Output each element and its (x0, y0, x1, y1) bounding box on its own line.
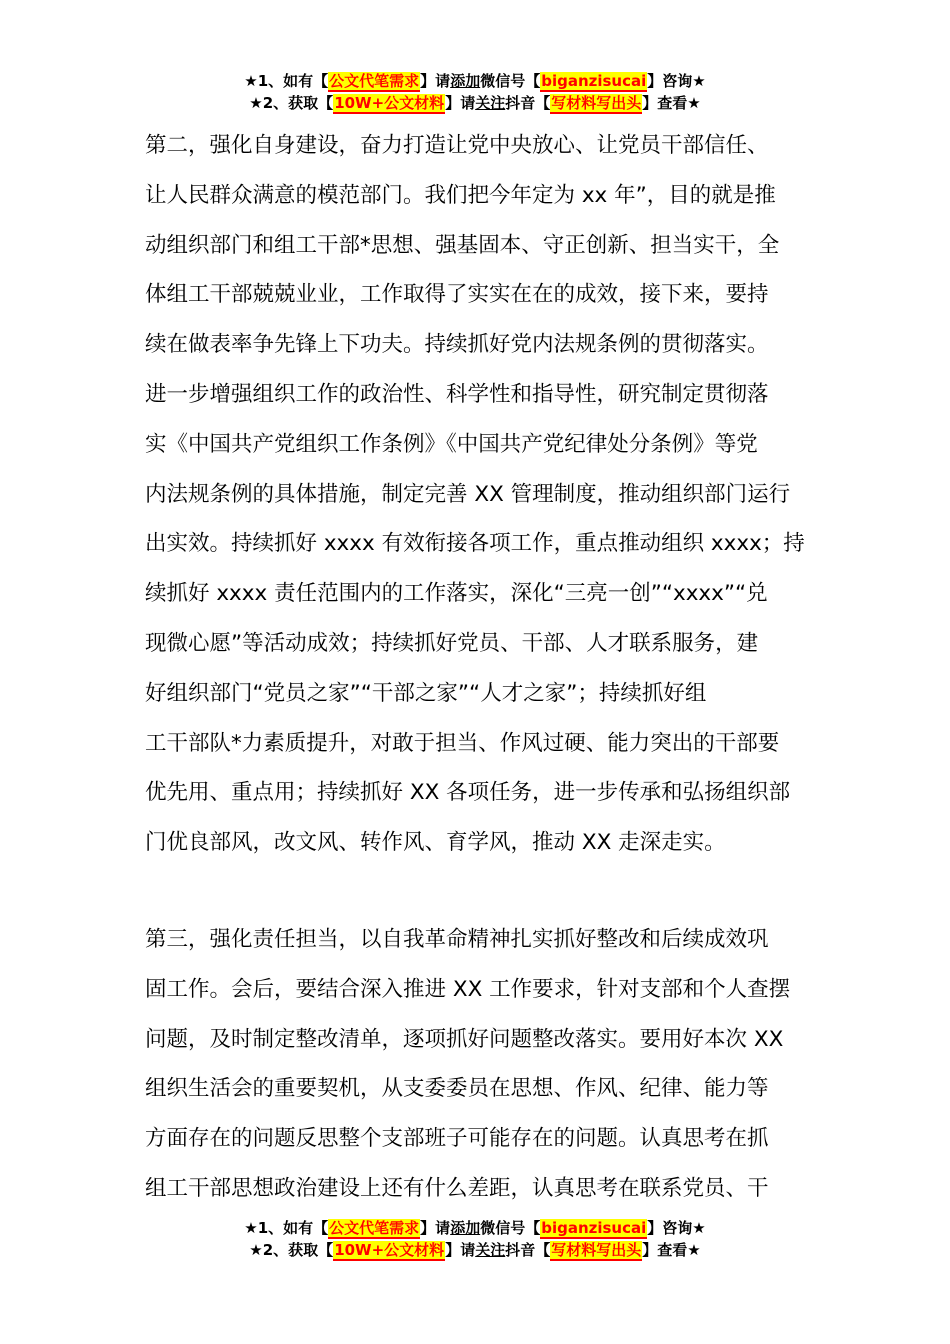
footer-line1-highlight-ghostwriting: 公文代笔需求 (329, 1219, 420, 1237)
footer-line1-highlight-wechat-id: biganzisucai (541, 1219, 647, 1237)
header-line2-mid1: 】请 (445, 94, 476, 112)
paragraph-line: 现微心愿”等活动成效；持续抓好党员、干部、人才联系服务，建 (145, 630, 759, 656)
footer-promo-banner (0, 1217, 950, 1261)
header-line2-highlight-materials: 10W+公文材料 (334, 94, 445, 112)
paragraph-line: 第二，强化自身建设，奋力打造让党中央放心、让党员干部信任、 (145, 133, 769, 158)
header-line1-mid2: 微信号【 (480, 72, 541, 90)
paragraph-line: 优先用、重点用；持续抓好 XX 各项任务，进一步传承和弘扬组织部 (145, 780, 791, 806)
footer-line1-mid1: 】请 (420, 1219, 451, 1237)
footer-line2-highlight-douyin: 写材料写出头 (551, 1241, 642, 1259)
footer-promo-line-1 (0, 1217, 950, 1239)
paragraph-line: 让人民群众满意的模范部门。我们把今年定为 xx 年”，目的就是推 (145, 182, 776, 208)
header-line2-highlight-douyin: 写材料写出头 (551, 94, 642, 112)
header-line2-mid2: 抖音【 (505, 94, 551, 112)
paragraph-line: 第三，强化责任担当，以自我革命精神扎实抓好整改和后续成效巩 (145, 927, 769, 952)
footer-line1-prefix: ★1、如有【 (244, 1219, 329, 1237)
paragraph-third (145, 915, 810, 1214)
footer-line2-prefix: ★2、获取【 (249, 1241, 334, 1259)
paragraph-line: 动组织部门和组工干部*思想、强基固本、守正创新、担当实干，全 (145, 232, 780, 258)
footer-line2-highlight-materials: 10W+公文材料 (334, 1241, 445, 1259)
header-line1-highlight-ghostwriting: 公文代笔需求 (329, 72, 420, 90)
footer-line1-underlined: 添加 (450, 1219, 481, 1237)
footer-line2-mid2: 抖音【 (505, 1241, 551, 1259)
footer-promo-line-2 (0, 1239, 950, 1261)
paragraph-line: 进一步增强组织工作的政治性、科学性和指导性，研究制定贯彻落 (145, 381, 769, 407)
paragraph-line: 组工干部思想政治建设上还有什么差距，认真思考在联系党员、干 (145, 1175, 769, 1201)
footer-line2-underlined: 关注 (475, 1241, 506, 1259)
header-line1-highlight-wechat-id: biganzisucai (541, 72, 647, 90)
footer-line1-mid2: 微信号【 (480, 1219, 541, 1237)
paragraph-line: 好组织部门“党员之家”“干部之家”“人才之家”；持续抓好组 (145, 680, 707, 706)
paragraph-line: 固工作。会后，要结合深入推进 XX 工作要求，针对支部和个人查摆 (145, 976, 791, 1002)
paragraph-line: 问题，及时制定整改清单，逐项抓好问题整改落实。要用好本次 XX (145, 1026, 784, 1052)
header-line1-suffix: 】咨询★ (647, 72, 706, 90)
header-line1-underlined: 添加 (450, 72, 481, 90)
paragraph-line: 体组工干部兢兢业业，工作取得了实实在在的成效，接下来，要持 (145, 282, 769, 308)
paragraph-line: 工干部队*力素质提升，对敢于担当、作风过硬、能力突出的干部要 (145, 730, 780, 756)
paragraph-line: 方面存在的问题反思整个支部班子可能存在的问题。认真思考在抓 (145, 1126, 769, 1152)
footer-line2-suffix: 】查看★ (642, 1241, 701, 1259)
paragraph-line: 实《中国共产党组织工作条例》《中国共产党纪律处分条例》等党 (145, 431, 758, 457)
header-line2-suffix: 】查看★ (642, 94, 701, 112)
header-promo-banner (0, 70, 950, 114)
paragraph-line: 续抓好 xxxx 责任范围内的工作落实，深化“三亮一创”“xxxx”“兑 (145, 581, 768, 607)
header-line1-prefix: ★1、如有【 (244, 72, 329, 90)
header-line2-prefix: ★2、获取【 (249, 94, 334, 112)
paragraph-line: 组织生活会的重要契机，从支委委员在思想、作风、纪律、能力等 (145, 1076, 769, 1102)
paragraph-line: 出实效。持续抓好 xxxx 有效衔接各项工作，重点推动组织 xxxx；持 (145, 531, 805, 557)
footer-line1-suffix: 】咨询★ (647, 1219, 706, 1237)
paragraph-second (145, 121, 810, 868)
paragraph-line: 续在做表率争先锋上下功夫。持续抓好党内法规条例的贯彻落实。 (145, 332, 769, 358)
header-line2-underlined: 关注 (475, 94, 506, 112)
paragraph-line: 内法规条例的具体措施，制定完善 XX 管理制度，推动组织部门运行 (145, 481, 791, 507)
paragraph-line: 门优良部风，改文风、转作风、育学风，推动 XX 走深走实。 (145, 830, 726, 856)
header-promo-line-2 (0, 92, 950, 114)
footer-line2-mid1: 】请 (445, 1241, 476, 1259)
header-promo-line-1 (0, 70, 950, 92)
header-line1-mid1: 】请 (420, 72, 451, 90)
